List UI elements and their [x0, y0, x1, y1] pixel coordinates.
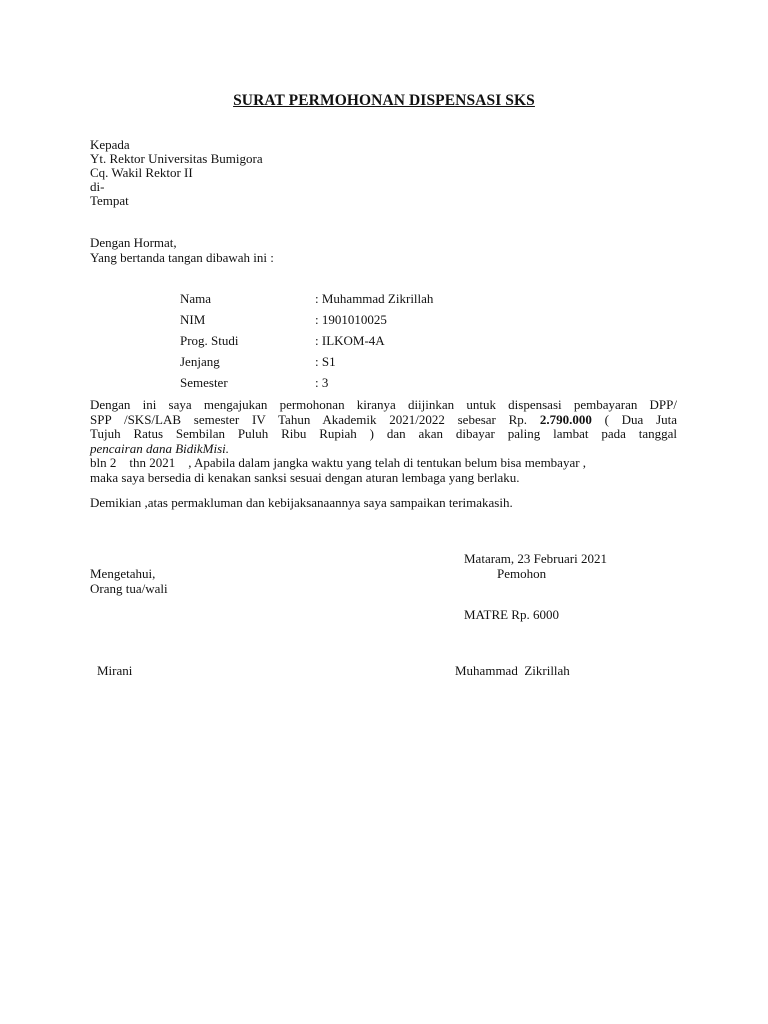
recipient-line: Yt. Rektor Universitas Bumigora — [90, 151, 263, 166]
applicant-heading: Pemohon — [497, 566, 547, 581]
identity-row — [180, 334, 433, 355]
salutation: Dengan Hormat, — [90, 235, 177, 250]
paragraph-text: SPP /SKS/LAB semester IV Tahun Akademik 2021/2022 sebesar Rp. — [90, 411, 528, 427]
recipient-line: di- — [90, 179, 105, 194]
identity-label: Nama — [180, 291, 212, 306]
recipient-address — [90, 138, 263, 208]
greeting — [90, 236, 274, 265]
identity-label: Jenjang — [180, 354, 220, 369]
paragraph-line: Dengan ini saya mengajukan permohonan kiranya diijinkan untuk dispensasi pembayaran DPP/ — [90, 397, 677, 412]
identity-value: : S1 — [315, 354, 336, 369]
identity-row — [180, 313, 433, 334]
amount-value: 2.790.000 — [539, 411, 592, 427]
intro-text: Yang bertanda tangan dibawah ini : — [90, 249, 274, 265]
identity-label: Semester — [180, 375, 228, 390]
identity-value: : 1901010025 — [315, 312, 387, 327]
identity-label: NIM — [180, 312, 206, 327]
identity-row — [180, 292, 433, 313]
place-date: Mataram, 23 Februari 2021 — [464, 551, 607, 566]
guardian-heading — [90, 567, 168, 596]
paragraph-line: bln 2 thn 2021 , Apabila dalam jangka waktu yang telah di tentukan belum bisa membayar , — [90, 455, 587, 470]
paragraph-line-italic: pencairan dana BidikMisi. — [90, 440, 230, 456]
recipient-line: Tempat — [90, 193, 129, 208]
acknowledged-label: Mengetahui, — [90, 566, 156, 581]
identity-row — [180, 376, 433, 397]
paragraph-line — [90, 413, 677, 428]
recipient-line: Kepada — [90, 137, 130, 152]
recipient-line: Cq. Wakil Rektor II — [90, 165, 193, 180]
identity-label: Prog. Studi — [180, 333, 239, 348]
paragraph-text: ( Dua Juta — [604, 411, 678, 427]
guardian-label: Orang tua/wali — [90, 580, 168, 596]
request-paragraph — [90, 398, 677, 485]
closing-sentence: Demikian ,atas permakluman dan kebijaksanaannya saya sampaikan terimakasih. — [90, 495, 513, 510]
identity-table — [180, 292, 433, 397]
document-title: SURAT PERMOHONAN DISPENSASI SKS — [233, 92, 535, 109]
identity-value: : Muhammad Zikrillah — [315, 291, 434, 306]
identity-row — [180, 355, 433, 376]
paragraph-line: Tujuh Ratus Sembilan Puluh Ribu Rupiah ) dan akan dibayar paling lambat pada tanggal — [90, 426, 677, 441]
guardian-name: Mirani — [97, 663, 133, 678]
identity-value: : 3 — [315, 375, 329, 390]
stamp-note: MATRE Rp. 6000 — [464, 607, 559, 622]
identity-value: : ILKOM-4A — [315, 333, 385, 348]
paragraph-line: maka saya bersedia di kenakan sanksi sesuai dengan aturan lembaga yang berlaku. — [90, 469, 520, 485]
applicant-name: Muhammad Zikrillah — [455, 663, 570, 678]
